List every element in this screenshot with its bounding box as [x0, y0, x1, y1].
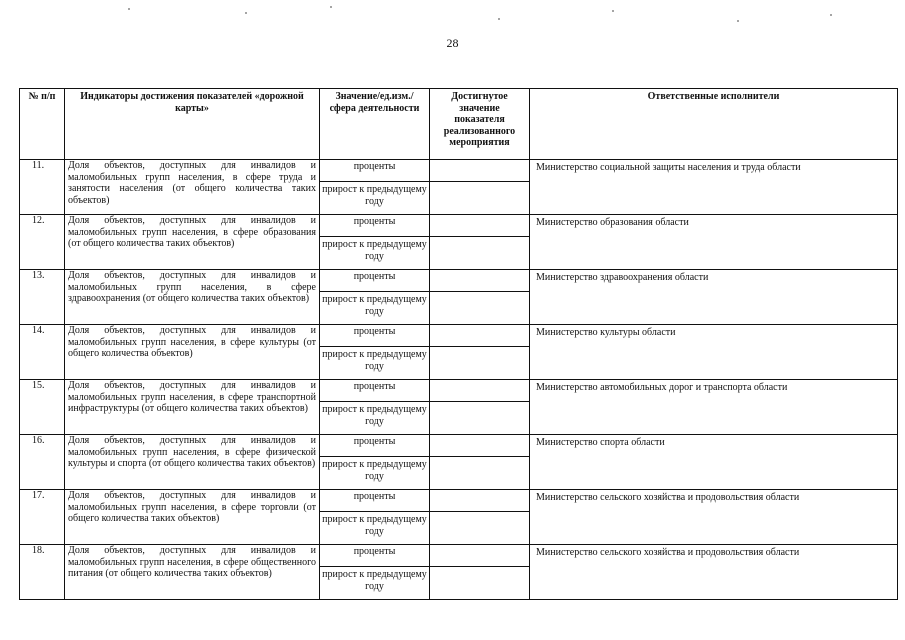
- row-number: 14.: [20, 325, 65, 380]
- unit-percent: проценты: [320, 325, 430, 347]
- indicator-text: Доля объектов, доступных для инвалидов и маломобильных групп населения, в сфере труда и занятости населения (от общего количества таких объектов): [65, 160, 320, 215]
- unit-percent: проценты: [320, 435, 430, 457]
- scan-speck: [830, 14, 832, 16]
- unit-growth: прирост к предыдущему году: [320, 567, 430, 600]
- row-number: 12.: [20, 215, 65, 270]
- indicator-text: Доля объектов, доступных для инвалидов и маломобильных групп населения, в сфере образования (от общего количества таких объектов): [65, 215, 320, 270]
- row-number: 13.: [20, 270, 65, 325]
- scan-speck: [128, 8, 130, 10]
- table-row: [20, 545, 898, 567]
- header-row: [20, 89, 898, 160]
- row-number: 18.: [20, 545, 65, 600]
- header-num: № п/п: [20, 89, 65, 160]
- row-number: 15.: [20, 380, 65, 435]
- indicator-text: Доля объектов, доступных для инвалидов и маломобильных групп населения, в сфере здравоохранения (от общего количества таких объектов): [65, 270, 320, 325]
- unit-percent: проценты: [320, 270, 430, 292]
- achieved-value-cell: [430, 435, 530, 457]
- responsible-executor: Министерство спорта области: [530, 435, 898, 490]
- header-indicator: Индикаторы достижения показателей «дорожной карты»: [65, 89, 320, 160]
- table-row: [20, 490, 898, 512]
- unit-percent: проценты: [320, 545, 430, 567]
- achieved-value-cell: [430, 380, 530, 402]
- unit-growth: прирост к предыдущему году: [320, 457, 430, 490]
- achieved-value-cell: [430, 182, 530, 215]
- roadmap-indicators-table: [19, 88, 898, 600]
- scan-speck: [330, 6, 332, 8]
- unit-growth: прирост к предыдущему году: [320, 512, 430, 545]
- responsible-executor: Министерство социальной защиты населения и труда области: [530, 160, 898, 215]
- achieved-value-cell: [430, 347, 530, 380]
- achieved-value-cell: [430, 292, 530, 325]
- achieved-value-cell: [430, 215, 530, 237]
- unit-percent: проценты: [320, 160, 430, 182]
- indicator-text: Доля объектов, доступных для инвалидов и маломобильных групп населения, в сфере транспортной инфраструктуры (от общего количества таких объектов): [65, 380, 320, 435]
- table-row: [20, 325, 898, 347]
- unit-growth: прирост к предыдущему году: [320, 182, 430, 215]
- indicator-text: Доля объектов, доступных для инвалидов и маломобильных групп населения, в сфере физической культуры и спорта (от общего количества таких объектов): [65, 435, 320, 490]
- responsible-executor: Министерство сельского хозяйства и продовольствия области: [530, 490, 898, 545]
- unit-growth: прирост к предыдущему году: [320, 402, 430, 435]
- row-number: 17.: [20, 490, 65, 545]
- unit-growth: прирост к предыдущему году: [320, 292, 430, 325]
- table-row: [20, 435, 898, 457]
- achieved-value-cell: [430, 512, 530, 545]
- table-row: [20, 270, 898, 292]
- responsible-executor: Министерство здравоохранения области: [530, 270, 898, 325]
- achieved-value-cell: [430, 270, 530, 292]
- indicator-text: Доля объектов, доступных для инвалидов и маломобильных групп населения, в сфере культуры (от общего количества объектов): [65, 325, 320, 380]
- row-number: 16.: [20, 435, 65, 490]
- row-number: 11.: [20, 160, 65, 215]
- unit-percent: проценты: [320, 215, 430, 237]
- responsible-executor: Министерство образования области: [530, 215, 898, 270]
- responsible-executor: Министерство сельского хозяйства и продовольствия области: [530, 545, 898, 600]
- achieved-value-cell: [430, 457, 530, 490]
- achieved-value-cell: [430, 545, 530, 567]
- unit-growth: прирост к предыдущему году: [320, 237, 430, 270]
- header-unit: Значение/ед.изм./ сфера деятельности: [320, 89, 430, 160]
- unit-percent: проценты: [320, 490, 430, 512]
- header-responsible: Ответственные исполнители: [530, 89, 898, 160]
- achieved-value-cell: [430, 402, 530, 435]
- scan-speck: [612, 10, 614, 12]
- responsible-executor: Министерство культуры области: [530, 325, 898, 380]
- scan-speck: [737, 20, 739, 22]
- unit-percent: проценты: [320, 380, 430, 402]
- scan-speck: [245, 12, 247, 14]
- achieved-value-cell: [430, 160, 530, 182]
- responsible-executor: Министерство автомобильных дорог и транспорта области: [530, 380, 898, 435]
- table-row: [20, 380, 898, 402]
- table-body: [20, 160, 898, 600]
- achieved-value-cell: [430, 325, 530, 347]
- scan-speck: [498, 18, 500, 20]
- header-achieved: Достигнутое значение показателя реализованного мероприятия: [430, 89, 530, 160]
- page-number: 28: [446, 36, 459, 50]
- table-row: [20, 215, 898, 237]
- table-row: [20, 160, 898, 182]
- achieved-value-cell: [430, 567, 530, 600]
- indicator-text: Доля объектов, доступных для инвалидов и маломобильных групп населения, в сфере общественного питания (от общего количества таких объектов): [65, 545, 320, 600]
- unit-growth: прирост к предыдущему году: [320, 347, 430, 380]
- achieved-value-cell: [430, 490, 530, 512]
- achieved-value-cell: [430, 237, 530, 270]
- indicator-text: Доля объектов, доступных для инвалидов и маломобильных групп населения, в сфере торговли (от общего количества таких объектов): [65, 490, 320, 545]
